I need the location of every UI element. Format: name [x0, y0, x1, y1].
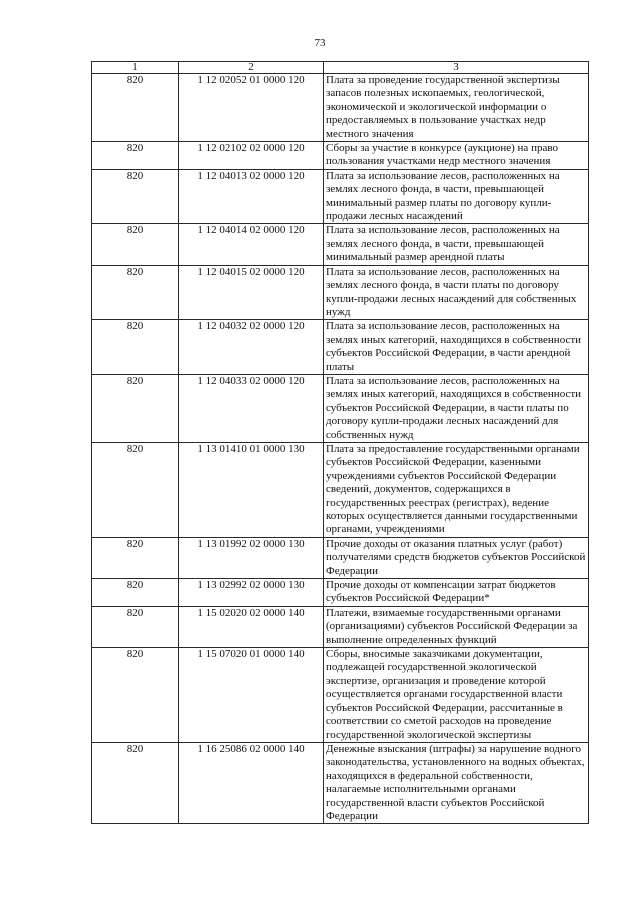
revenue-name-cell: Плата за использование лесов, расположенных на землях лесного фонда, в части, превышающей минимальный размер арендной платы: [324, 224, 589, 265]
admin-code-cell: 820: [92, 265, 179, 320]
budget-code-cell: 1 15 07020 01 0000 140: [179, 648, 324, 743]
header-col-3: 3: [324, 62, 589, 74]
budget-code-cell: 1 12 04032 02 0000 120: [179, 320, 324, 375]
budget-code-cell: 1 12 02102 02 0000 120: [179, 142, 324, 170]
budget-code-cell: 1 13 02992 02 0000 130: [179, 579, 324, 607]
table-row: [92, 606, 589, 647]
table-body: [92, 74, 589, 824]
revenue-name-cell: Прочие доходы от компенсации затрат бюджетов субъектов Российской Федерации*: [324, 579, 589, 607]
table-row: [92, 648, 589, 743]
revenue-name-cell: Прочие доходы от оказания платных услуг (работ) получателями средств бюджетов субъектов Российской Федерации: [324, 537, 589, 578]
table-row: [92, 265, 589, 320]
budget-code-cell: 1 15 02020 02 0000 140: [179, 606, 324, 647]
revenue-name-cell: Денежные взыскания (штрафы) за нарушение водного законодательства, установленного на водных объектах, находящихся в федеральной собственности, налагаемые исполнительными органами государственной власти субъектов Российской Федерации: [324, 742, 589, 823]
admin-code-cell: 820: [92, 442, 179, 537]
admin-code-cell: 820: [92, 74, 179, 142]
revenue-name-cell: Плата за использование лесов, расположенных на землях лесного фонда, в части платы по договору купли-продажи лесных насаждений для собственных нужд: [324, 265, 589, 320]
header-col-2: 2: [179, 62, 324, 74]
table-row: [92, 224, 589, 265]
table-row: [92, 169, 589, 224]
admin-code-cell: 820: [92, 224, 179, 265]
budget-code-cell: 1 12 02052 01 0000 120: [179, 74, 324, 142]
revenue-name-cell: Плата за проведение государственной экспертизы запасов полезных ископаемых, геологической, экономической и экологической информации о предоставляемых в пользование участках недр местного значения: [324, 74, 589, 142]
table-row: [92, 742, 589, 823]
admin-code-cell: 820: [92, 374, 179, 442]
budget-code-cell: 1 12 04014 02 0000 120: [179, 224, 324, 265]
header-col-1: 1: [92, 62, 179, 74]
admin-code-cell: 820: [92, 142, 179, 170]
budget-code-cell: 1 12 04033 02 0000 120: [179, 374, 324, 442]
budget-code-cell: 1 12 04015 02 0000 120: [179, 265, 324, 320]
admin-code-cell: 820: [92, 320, 179, 375]
admin-code-cell: 820: [92, 648, 179, 743]
admin-code-cell: 820: [92, 606, 179, 647]
table-row: [92, 142, 589, 170]
revenue-name-cell: Плата за использование лесов, расположенных на землях лесного фонда, в части, превышающей минимальный размер платы по договору купли-продажи лесных насаждений: [324, 169, 589, 224]
revenue-name-cell: Плата за использование лесов, расположенных на землях иных категорий, находящихся в собственности субъектов Российской Федерации, в части платы по договору купли-продажи лесных насаждений для собственных нужд: [324, 374, 589, 442]
budget-code-cell: 1 13 01992 02 0000 130: [179, 537, 324, 578]
revenue-codes-table: [91, 61, 589, 824]
revenue-name-cell: Сборы, вносимые заказчиками документации, подлежащей государственной экологической экспертизе, организация и проведение которой осуществляется органами государственной власти субъектов Российской Федерации, рассчитанные в соответствии со сметой расходов на проведение государственной экологической экспертизы: [324, 648, 589, 743]
table-row: [92, 537, 589, 578]
table-row: [92, 320, 589, 375]
revenue-name-cell: Сборы за участие в конкурсе (аукционе) на право пользования участками недр местного значения: [324, 142, 589, 170]
admin-code-cell: 820: [92, 579, 179, 607]
admin-code-cell: 820: [92, 742, 179, 823]
budget-code-cell: 1 16 25086 02 0000 140: [179, 742, 324, 823]
table-row: [92, 442, 589, 537]
admin-code-cell: 820: [92, 537, 179, 578]
budget-code-cell: 1 12 04013 02 0000 120: [179, 169, 324, 224]
table-row: [92, 374, 589, 442]
revenue-name-cell: Платежи, взимаемые государственными органами (организациями) субъектов Российской Федерации за выполнение определенных функций: [324, 606, 589, 647]
admin-code-cell: 820: [92, 169, 179, 224]
revenue-name-cell: Плата за использование лесов, расположенных на землях иных категорий, находящихся в собственности субъектов Российской Федерации, в части арендной платы: [324, 320, 589, 375]
table-row: [92, 74, 589, 142]
page-number: 73: [314, 37, 326, 49]
table-header-row: [92, 62, 589, 74]
table-row: [92, 579, 589, 607]
revenue-name-cell: Плата за предоставление государственными органами субъектов Российской Федерации, казенными учреждениями субъектов Российской Федерации сведений, документов, содержащихся в государственных реестрах (регистрах), ведение которых осуществляется данными государственными органами, учреждениями: [324, 442, 589, 537]
budget-code-cell: 1 13 01410 01 0000 130: [179, 442, 324, 537]
